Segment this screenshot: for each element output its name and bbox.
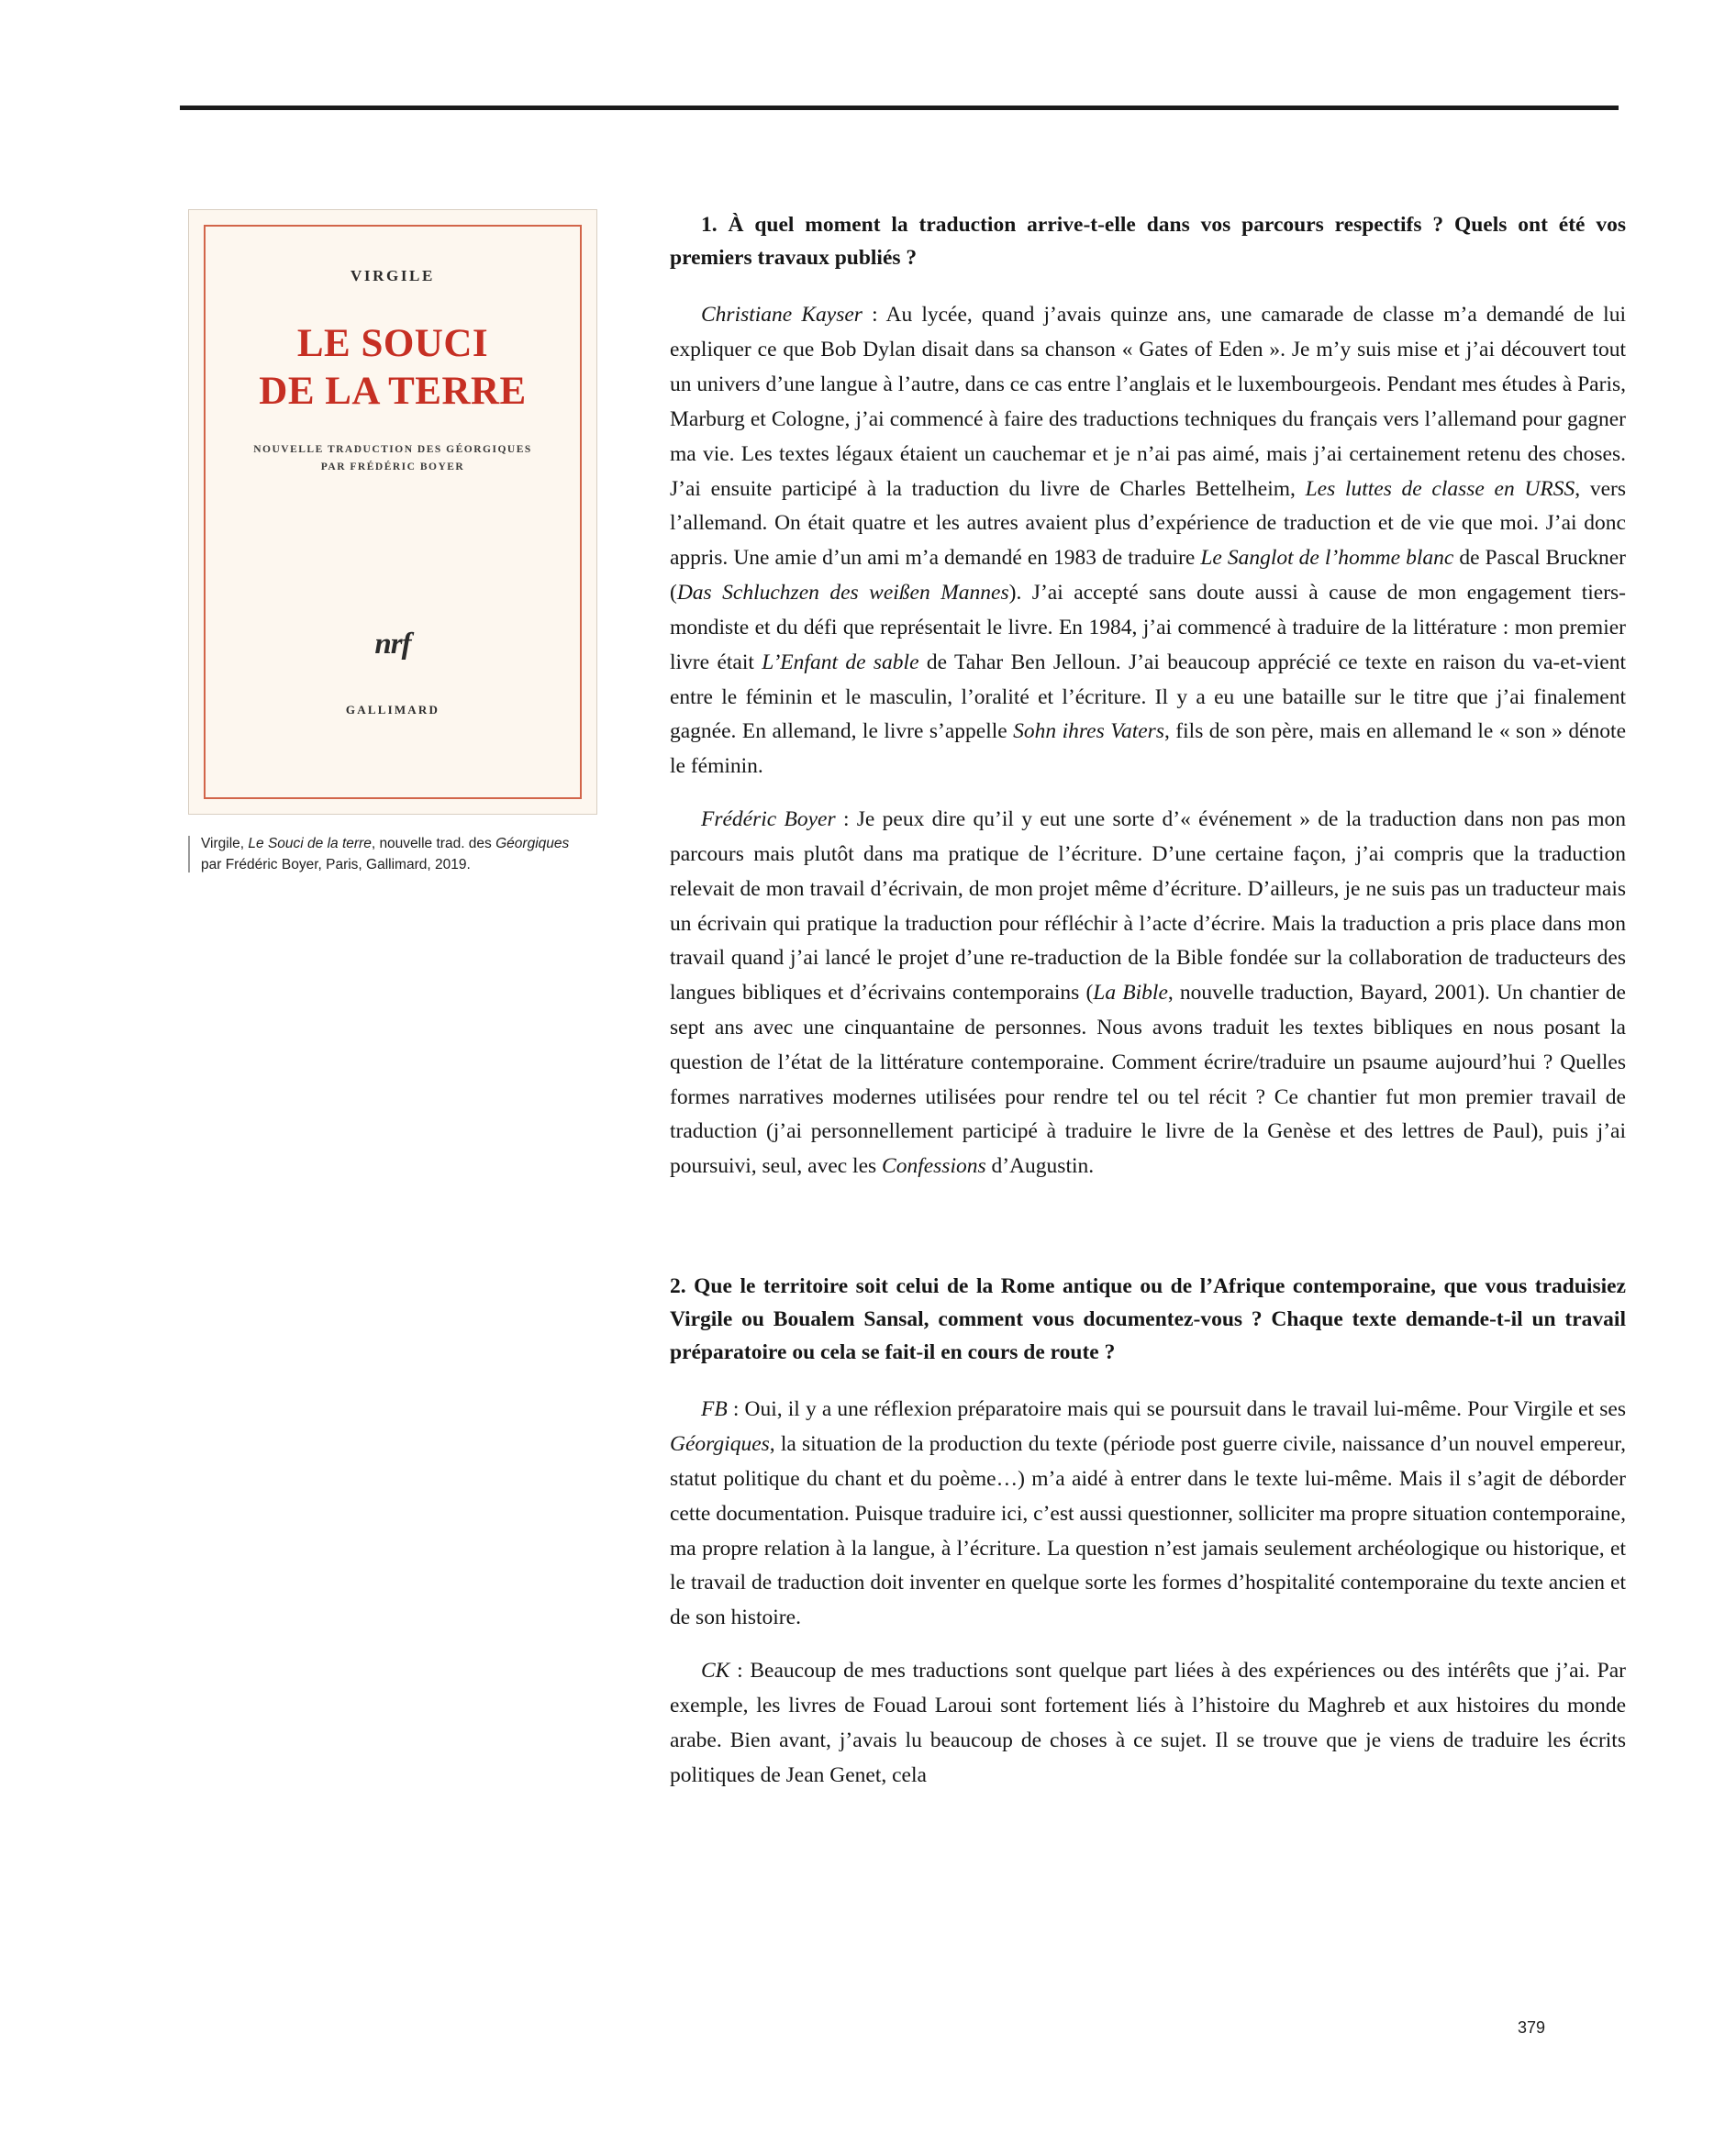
answer-1-part-2: , vers l’allemand. On était quatre et les autres avaient plus d’expérience de traduction et de vie que moi. J’ai donc appris. Une amie d’un ami m’a demandé en 1983 de traduire [670, 476, 1626, 571]
cover-title-line-1: LE SOUCI [296, 322, 489, 365]
cover-publisher: GALLIMARD [345, 703, 440, 717]
caption-part-2: , nouvelle trad. des [371, 836, 496, 851]
figure-caption [188, 833, 619, 876]
caption-book-title: Le Souci de la terre [248, 836, 372, 851]
speaker-frederic-boyer: Frédéric Boyer [701, 807, 836, 832]
book-cover-image [188, 209, 597, 815]
question-1: 1. À quel moment la traduction arrive-t-elle dans vos parcours respectifs ? Quels ont été vos premiers travaux publiés ? [670, 213, 1626, 270]
answer-2-title-2: Confessions [882, 1154, 986, 1179]
nrf-logo: nrf [374, 628, 411, 661]
cover-title [189, 320, 596, 417]
caption-work-title: Géorgiques [495, 836, 570, 851]
answer-1-title-4: L’Enfant de sable [762, 650, 919, 674]
cover-author: VIRGILE [351, 267, 435, 284]
answer-2-part-2: , nouvelle traduction, Bayard, 2001). Un chantier de sept ans avec une cinquantaine de personnes. Nous avons traduit les textes bibliques en nous posant la question de l’état de la littérature contemporaine. Comment écrire/traduire un psaume aujourd’hui ? Quelles formes narratives modernes utilisées pour rendre tel ou tel récit ? Ce chantier fut mon premier travail de traduction (j’ai personnellement participé à traduire le livre de la Genèse et des lettres de Paul), puis j’ai poursuivi, seul, avec les [670, 981, 1626, 1179]
header-rule [180, 106, 1619, 110]
caption-part-1: Virgile, [201, 836, 249, 851]
question-2-line-2: que vous traduisiez Virgile ou Boualem Sansal, comment vous documentez-vous ? Chaque texte demande-t-il un travail préparatoire ou cela se fait-il en cours de route ? [670, 1274, 1626, 1364]
question-2-line-1: 2. Que le territoire soit celui de la Rome antique ou de l’Afrique contemporaine, [670, 1274, 1436, 1299]
question-2 [670, 1271, 1626, 1369]
answer-3-title-1: Géorgiques [670, 1432, 770, 1457]
answer-4-part-1: : Beaucoup de mes traductions sont quelque part liées à des expériences ou des intérêts que j’ai. Par exemple, les livres de Fouad Laroui sont fortement liés à l’histoire du Maghreb et aux histoires du monde arabe. Bien avant, j’avais lu beaucoup de choses à ce sujet. Il se trouve que je viens de traduire les écrits politiques de Jean Genet, cela [670, 1659, 1626, 1787]
page-number: 379 [1517, 2018, 1545, 2037]
cover-title-line-2: DE LA TERRE [259, 370, 527, 414]
caption-rule [188, 836, 190, 872]
answer-2-title-1: La Bible [1093, 981, 1168, 1006]
article-text-column [670, 209, 1626, 1811]
answer-1-part-6: , fils de son père, mais en allemand le « son » dénote le féminin. [670, 719, 1626, 779]
answer-3-part-1: : Oui, il y a une réflexion préparatoire mais qui se poursuit dans le travail lui-même. Pour Virgile et ses [727, 1397, 1626, 1422]
answer-2-part-1: : Je peux dire qu’il y eut une sorte d’« événement » de la traduction dans non pas mon parcours mais plutôt dans ma pratique de l’écriture. D’une certaine façon, j’ai compris que la traduction relevait de mon travail d’écrivain, de mon projet même d’écriture. D’ailleurs, je ne suis pas un traducteur mais un écrivain qui pratique la traduction pour réfléchir à l’acte d’écrire. Mais la traduction a pris place dans mon travail quand j’ai lancé le projet d’une re-traduction de la Bible fondée sur la collaboration de traducteurs des langues bibliques et d’écrivains contemporains ( [670, 807, 1626, 1006]
answer-2-paragraph [670, 803, 1626, 1184]
cover-subtitle-line-1: NOUVELLE TRADUCTION DES GÉORGIQUES [253, 444, 532, 455]
speaker-fb: FB [701, 1397, 728, 1422]
cover-subtitle [189, 441, 596, 476]
answer-1-title-2: Le Sanglot de l’homme blanc [1200, 546, 1454, 571]
caption-part-3: par Frédéric Boyer, Paris, Gallimard, 2019. [201, 857, 471, 873]
answer-3-paragraph [670, 1393, 1626, 1636]
answer-1-part-3: de Pascal Bruckner ( [670, 546, 1626, 606]
answer-1-title-3: Das Schluchzen des weißen Mannes [676, 581, 1009, 606]
answer-2-part-3: d’Augustin. [985, 1154, 1095, 1179]
answer-1-part-1: : Au lycée, quand j’avais quinze ans, une camarade de classe m’a demandé de lui expliquer ce que Bob Dylan disait dans sa chanson « Gates of Eden ». Je m’y suis mise et j’ai découvert tout un univers d’une langue à l’autre, dans ce cas entre l’anglais et le luxembourgeois. Pendant mes études à Paris, Marburg et Cologne, j’ai commencé à faire des traductions techniques du français vers l’allemand pour gagner ma vie. Les textes légaux étaient un cauchemar et je n’ai pas aimé, mais j’ai certainement retenu des choses. J’ai ensuite participé à la traduction du livre de Charles Bettelheim, [670, 303, 1626, 501]
answer-1-part-5: de Tahar Ben Jelloun. J’ai beaucoup apprécié ce texte en raison du va-et-vient entre le féminin et le masculin, l’oralité et l’écriture. Il y a eu une bataille sur le titre que j’ai finalement gagnée. En allemand, le livre s’appelle [670, 650, 1626, 744]
book-cover-figure [188, 209, 599, 815]
speaker-ck: CK [701, 1659, 730, 1684]
caption-text [201, 833, 569, 876]
section-spacer [670, 1203, 1626, 1271]
answer-3-part-2: , la situation de la production du texte (période post guerre civile, naissance d’un nouvel empereur, statut politique du chant et du poème…) m’a aidé à entrer dans le texte lui-même. Mais il s’agit de déborder cette documentation. Puisque traduire ici, c’est aussi questionner, solliciter ma propre situation contemporaine, ma propre relation à la langue, à l’écriture. La question n’est jamais seulement archéologique ou historique, et le travail de traduction doit inventer en quelque sorte les formes d’hospitalité contemporaine du texte ancien et de son histoire. [670, 1432, 1626, 1630]
answer-1-paragraph [670, 298, 1626, 784]
answer-1-title-1: Les luttes de classe en URSS [1305, 476, 1575, 501]
cover-subtitle-line-2: PAR FRÉDÉRIC BOYER [320, 461, 465, 472]
answer-1-part-4: ). J’ai accepté sans doute aussi à cause de mon engagement tiers-mondiste et du défi que représentait le livre. En 1984, j’ai commencé à traduire de la littérature : mon premier livre était [670, 581, 1627, 674]
speaker-christiane-kayser: Christiane Kayser [701, 303, 862, 328]
answer-4-paragraph [670, 1654, 1626, 1793]
answer-1-title-5: Sohn ihres Vaters [1013, 719, 1164, 744]
